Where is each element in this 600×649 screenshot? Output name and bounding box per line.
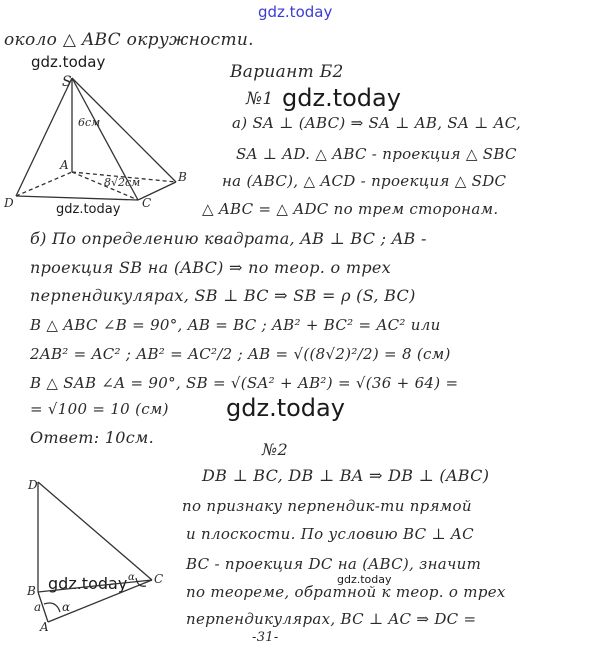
label-a: A [60,158,69,172]
label2-side-a: a [34,600,42,614]
watermark-figure1: gdz.today [31,53,106,71]
task-1-number: №1 [246,89,274,109]
watermark-figure1-bottom: gdz.today [56,202,121,217]
label-s: S [62,74,72,90]
text-line-8: б) По определению квадрата, AB ⊥ BC ; AB - [30,229,427,248]
angle-alpha-1 [44,603,60,612]
label-b: B [178,170,187,184]
text-line-12: 2AB² = AC² ; AB² = AC²/2 ; AB = √((8√2)²/2) = 8 (см) [30,345,451,363]
watermark-top: gdz.today [258,3,333,21]
text-line-9: проекция SB на (ABC) ⇒ по теор. о трех [30,258,391,277]
text-line-22: перпендикулярах, BC ⊥ AC ⇒ DC = [186,610,477,628]
watermark-variant: gdz.today [282,84,401,112]
label2-b: B [27,584,36,598]
text-line-17: DB ⊥ BC, DB ⊥ BA ⇒ DB ⊥ (ABC) [202,466,490,485]
edge-dc [38,482,152,580]
text-line-19: и плоскости. По условию BC ⊥ AC [186,525,474,543]
label-c: C [142,196,152,210]
label2-alpha-1: α [62,600,71,614]
text-line-13: В △ SAB ∠A = 90°, SB = √(SA² + AB²) = √(36 + 64) = [30,374,459,392]
label2-a: A [40,620,49,634]
label-ac-length: 8√2см [104,176,141,189]
label-d: D [4,196,14,210]
text-line-6: на (ABC), △ ACD - проекция △ SDC [222,172,507,190]
variant-heading: Вариант Б2 [230,62,344,82]
label2-alpha-2: α [128,572,135,583]
text-line-5: SA ⊥ AD. △ ABC - проекция △ SBC [236,145,517,163]
answer-line: Ответ: 10см. [30,428,154,447]
text-line-4: а) SA ⊥ (ABC) ⇒ SA ⊥ AB, SA ⊥ AC, [232,114,522,132]
text-line-11: В △ ABC ∠B = 90°, AB = BC ; AB² + BC² = AC² или [30,316,441,334]
page-number: -31- [252,630,279,645]
text-line-7: △ ABC = △ ADC по трем сторонам. [202,200,499,218]
watermark-bottom-small: gdz.today [337,573,392,586]
watermark-figure2: gdz.today [48,574,128,593]
text-line-14: = √100 = 10 (см) [30,400,169,418]
text-line-18: по признаку перпендик-ти прямой [182,497,472,515]
watermark-center: gdz.today [226,394,345,422]
label-sa-length: 6см [78,116,101,129]
task-2-number: №2 [262,440,288,459]
text-line-21: по теореме, обратной к теор. о трех [186,583,506,601]
text-line-1: около △ ABC окружности. [4,30,254,50]
text-line-10: перпендикулярах, SB ⊥ BC ⇒ SB = ρ (S, BC) [30,286,416,305]
label2-c: C [154,572,164,586]
label2-d: D [28,478,38,492]
text-line-20: BC - проекция DC на (ABC), значит [186,555,482,573]
